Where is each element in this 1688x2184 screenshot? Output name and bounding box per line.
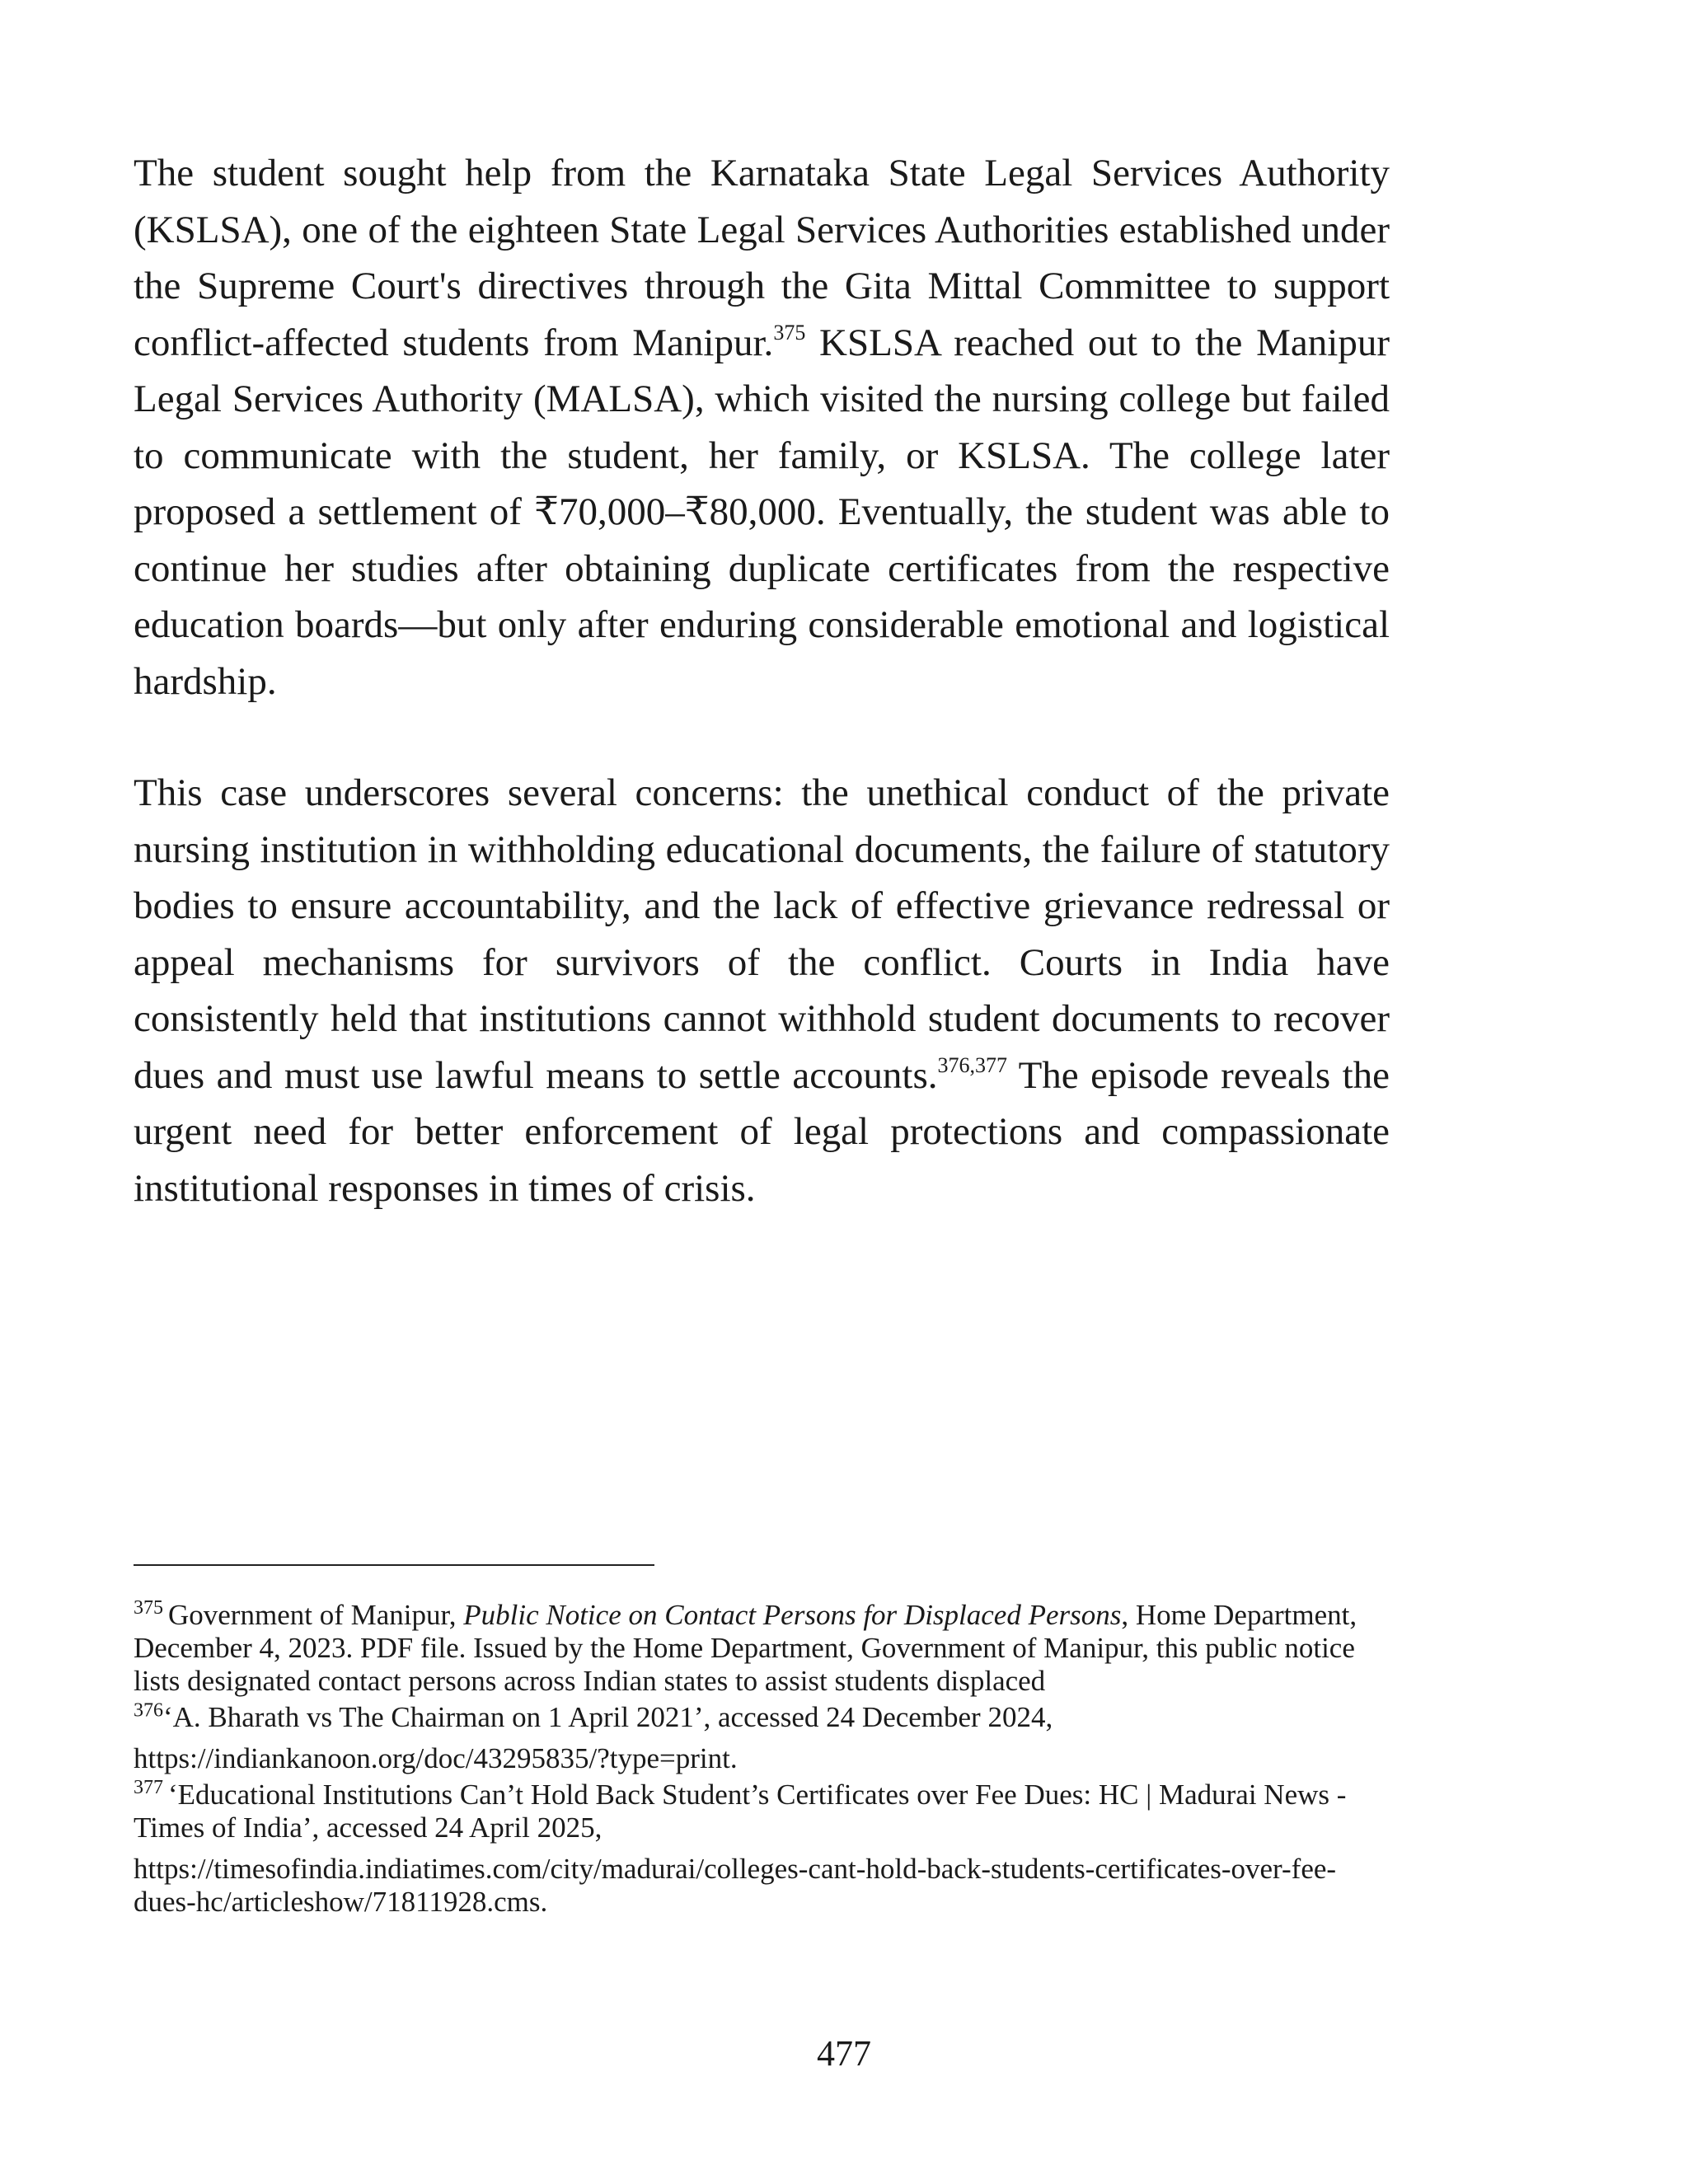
- paragraph-2-text-b: The episode reveals the urgent need for better enforcement of legal protections and compassionate institutional responses in times of crisis.: [134, 1053, 1390, 1210]
- footnote-ref-376-377[interactable]: 376,377: [937, 1052, 1008, 1077]
- page-number: 477: [817, 2033, 871, 2074]
- footnote-url[interactable]: https://indiankanoon.org/doc/43295835/?type=print.: [134, 1742, 738, 1774]
- footnote-text: ‘Educational Institutions Can’t Hold Back Student’s Certificates over Fee Dues: HC | Madurai News - Times of India’, accessed 24 April 2025,: [134, 1779, 1347, 1844]
- footnote-number: 375: [134, 1597, 163, 1619]
- paragraph-1: [134, 145, 1390, 710]
- footnote-ref-375[interactable]: 375: [773, 320, 806, 344]
- footnotes: [134, 1599, 1390, 1922]
- paragraph-1-text-b: KSLSA reached out to the Manipur Legal Services Authority (MALSA), which visited the nursing college but failed to communicate with the student, her family, or KSLSA. The college later proposed a settlement of ₹70,000–₹80,000. Eventually, the student was able to continue her studies after obtaining duplicate certificates from the respective education boards—but only after enduring considerable emotional and logistical hardship.: [134, 321, 1390, 703]
- main-text: [134, 145, 1390, 1216]
- footnote-number: 377: [134, 1777, 163, 1799]
- paragraph-2: [134, 765, 1390, 1216]
- footnote-text: , Home Department, December 4, 2023. PDF file. Issued by the Home Department, Government of Manipur, this public notice lists designated contact persons across Indian states to assist students displaced: [134, 1599, 1357, 1697]
- paragraph-1-text-a: The student sought help from the Karnataka State Legal Services Authority (KSLSA), one of the eighteen State Legal Services Authorities established under the Supreme Court's directives through the Gita Mittal Committee to support conflict-affected students from Manipur.: [134, 152, 1390, 364]
- footnote-376: [134, 1701, 1390, 1775]
- footnote-title-italic: Public Notice on Contact Persons for Displaced Persons: [463, 1599, 1122, 1631]
- footnote-375: [134, 1599, 1390, 1698]
- footnote-377: [134, 1779, 1390, 1919]
- footnote-number: 376: [134, 1699, 163, 1722]
- paragraph-2-text-a: This case underscores several concerns: the unethical conduct of the private nursing institution in withholding educational documents, the failure of statutory bodies to ensure accountability, and the lack of effective grievance redressal or appeal mechanisms for survivors of the conflict. Courts in India have consistently held that institutions cannot withhold student documents to recover dues and must use lawful means to settle accounts.: [134, 771, 1390, 1097]
- footnote-url[interactable]: https://timesofindia.indiatimes.com/city/madurai/colleges-cant-hold-back-students-certificates-over-fee-dues-hc/articleshow/71811928.cms.: [134, 1853, 1337, 1918]
- footnote-text: ‘A. Bharath vs The Chairman on 1 April 2021’, accessed 24 December 2024,: [163, 1701, 1053, 1733]
- footnote-text: Government of Manipur,: [168, 1599, 464, 1631]
- footnote-separator: [134, 1564, 654, 1566]
